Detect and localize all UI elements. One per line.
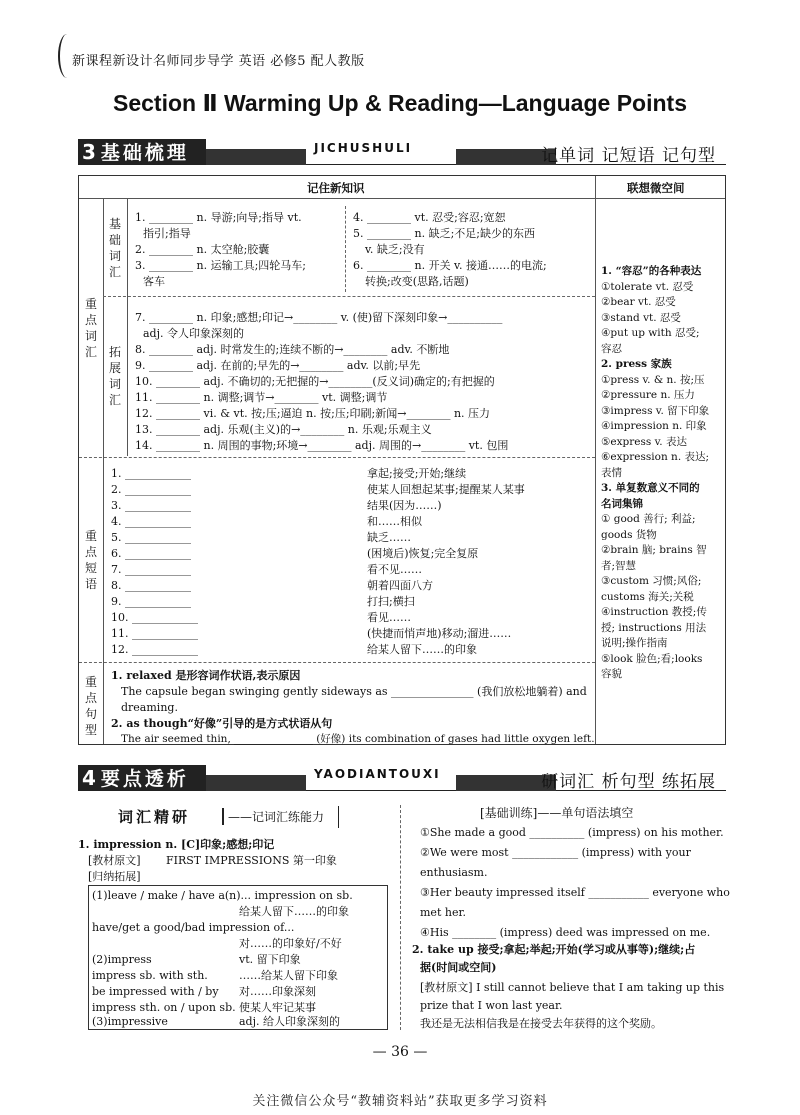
- basic-line: 转换;改变(思路,话题): [365, 275, 469, 288]
- vocab-heading: 词汇精研: [118, 808, 191, 826]
- association-line: ②pressure n. 压力: [601, 389, 695, 401]
- group-label-sentences: 重点句型: [84, 675, 97, 737]
- section4-slogan: 研词汇 析句型 练拓展: [541, 772, 716, 792]
- expand-line: impress sth. on / upon sb.: [92, 1001, 236, 1014]
- sentence-line: dreaming.: [121, 701, 178, 714]
- group-label-basic: 基础词汇: [108, 217, 121, 279]
- vocab-heading-sub-text: 记词汇练能力: [252, 810, 325, 824]
- vocab-heading-sub: ——记词汇练能力: [222, 808, 324, 825]
- expand-line: ……给某人留下印象: [239, 969, 338, 982]
- association-line: 者;智慧: [601, 559, 637, 572]
- association-line: 授; instructions 用法: [601, 621, 707, 634]
- association-line: 名词集锦: [601, 497, 643, 510]
- phrase-meaning: (困境后)恢复;完全复原: [367, 547, 479, 560]
- running-header: 新课程新设计名师同步导学 英语 必修5 配人教版: [72, 54, 365, 69]
- phrase-blank: 9. ____________: [111, 595, 191, 608]
- col-header-right: 联想微空间: [627, 181, 685, 195]
- row-divider: [103, 296, 595, 297]
- association-line: ①tolerate vt. 忍受: [601, 280, 694, 293]
- sentence-line: The capsule began swinging gently sideways as _______________ (我们放松地躺着) and: [121, 685, 587, 698]
- sentence-line: 2. as though“好像”引导的是方式状语从句: [111, 717, 333, 730]
- expand-line: 对……的印象好/不好: [239, 937, 342, 950]
- extend-line: 14. ________ n. 周围的事物;环境→________ adj. 周围的→________ vt. 包围: [135, 439, 509, 452]
- section4-pinyin: YAODIANTOUXI: [314, 767, 441, 781]
- group-label-phrases: 重点短语: [84, 529, 97, 591]
- col-divider: [127, 198, 128, 456]
- association-line: 3. 单复数意义不同的: [601, 482, 700, 494]
- expand-line: 对……印象深刻: [239, 985, 316, 998]
- phrase-meaning: 缺乏……: [367, 531, 411, 544]
- knowledge-table: [78, 175, 726, 745]
- expand-line: impress sb. with sth.: [92, 969, 208, 982]
- phrase-blank: 12. ____________: [111, 643, 198, 656]
- basic-line: 6. ________ n. 开关 v. 接通……的电流;: [353, 259, 547, 272]
- phrase-blank: 8. ____________: [111, 579, 191, 592]
- extend-line: 11. ________ n. 调整;调节→________ vt. 调整;调节: [135, 391, 388, 404]
- expand-line: have/get a good/bad impression of...: [92, 921, 295, 934]
- expand-line: (3)impressive: [92, 1015, 168, 1028]
- extend-line: 7. ________ n. 印象;感想;印记→________ v. (使)留下深刻印象→__________: [135, 311, 503, 324]
- expand-line: adj. 给人印象深刻的: [239, 1015, 341, 1028]
- association-line: ④instruction 教授;传: [601, 606, 707, 618]
- section3-name: 基础梳理: [100, 142, 189, 164]
- extend-line: 12. ________ vi. & vt. 按;压;逼迫 n. 按;压;印刷;新闻→________ n. 压力: [135, 407, 491, 420]
- basic-line: 1. ________ n. 导游;向导;指导 vt.: [135, 211, 302, 224]
- practice-line: 我还是无法相信我是在接受去年获得的这个奖励。: [420, 1017, 662, 1030]
- association-line: 容忍: [601, 342, 622, 355]
- basic-line: 3. ________ n. 运输工具;四轮马车;: [135, 259, 306, 272]
- practice-line: prize that I won last year.: [420, 999, 563, 1012]
- phrase-meaning: 和……相似: [367, 515, 422, 528]
- basic-line: 4. ________ vt. 忍受;容忍;宽恕: [353, 211, 506, 224]
- association-line: ⑤express v. 表达: [601, 435, 687, 448]
- association-line: 表情: [601, 466, 622, 479]
- practice-line: 2. take up 接受;拿起;举起;开始(学习或从事等);继续;占: [412, 943, 696, 956]
- practice-line: met her.: [420, 906, 466, 919]
- page-title: Section Ⅱ Warming Up & Reading—Language Points: [112, 90, 687, 116]
- phrase-blank: 11. ____________: [111, 627, 198, 640]
- section4-number: 4: [82, 766, 99, 790]
- banner-bar: [206, 775, 306, 791]
- association-line: ① good 善行; 利益;: [601, 513, 696, 525]
- practice-line: 据(时间或空间): [420, 961, 497, 974]
- association-line: ⑥expression n. 表达;: [601, 451, 710, 463]
- expand-line: vt. 留下印象: [239, 953, 301, 966]
- practice-line: ③Her beauty impressed itself ___________ everyone who: [420, 886, 730, 899]
- expand-line: (1)leave / make / have a(n)... impression on sb.: [92, 889, 353, 902]
- association-line: ③stand vt. 忍受: [601, 311, 681, 324]
- association-line: 2. press 家族: [601, 358, 672, 370]
- phrase-blank: 2. ____________: [111, 483, 191, 496]
- basic-line: 客车: [143, 275, 165, 288]
- practice-line: ④His ________ (impress) deed was impressed on me.: [420, 926, 711, 939]
- source-text: FIRST IMPRESSIONS 第一印象: [166, 854, 337, 867]
- extend-line: adj. 令人印象深刻的: [143, 327, 245, 340]
- phrase-meaning: (快捷而悄声地)移动;溜进……: [367, 627, 512, 640]
- expand-line: 使某人牢记某事: [239, 1001, 316, 1014]
- basic-line: 2. ________ n. 太空舱;胶囊: [135, 243, 270, 256]
- association-line: ①press v. & n. 按;压: [601, 373, 705, 386]
- section3-label: [78, 139, 206, 165]
- basic-line: v. 缺乏;没有: [365, 243, 425, 256]
- section4-banner: [78, 765, 726, 791]
- expand-line: be impressed with / by: [92, 985, 219, 998]
- phrase-blank: 1. ____________: [111, 467, 191, 480]
- expand-line: (2)impress: [92, 953, 152, 966]
- banner-bar: [206, 149, 306, 165]
- practice-line: enthusiasm.: [420, 866, 488, 879]
- section3-number: 3: [82, 140, 99, 164]
- column-divider: [400, 805, 401, 1030]
- section3-banner: [78, 139, 726, 165]
- vocab-item-1: 1. impression n. [C]印象;感想;印记: [78, 838, 275, 851]
- association-line: ②bear vt. 忍受: [601, 296, 676, 308]
- expand-box: [88, 885, 388, 1030]
- heading-bar: [338, 806, 339, 828]
- col-header-left: 记住新知识: [307, 181, 365, 195]
- phrase-blank: 7. ____________: [111, 563, 191, 576]
- row-divider: [79, 662, 595, 663]
- phrase-meaning: 朝着四面八方: [367, 579, 433, 592]
- phrase-meaning: 看不见……: [367, 563, 422, 576]
- practice-line: ①She made a good __________ (impress) on his mother.: [420, 826, 724, 839]
- association-line: ④impression n. 印象: [601, 420, 707, 432]
- association-line: 容貌: [601, 668, 622, 680]
- association-line: ④put up with 忍受;: [601, 327, 700, 339]
- section4-label: [78, 765, 206, 791]
- phrase-blank: 4. ____________: [111, 515, 191, 528]
- phrase-blank: 3. ____________: [111, 499, 191, 512]
- phrase-blank: 10. ____________: [111, 611, 198, 624]
- association-line: ②brain 脑; brains 智: [601, 544, 707, 556]
- col-divider: [345, 206, 346, 292]
- expand-line: 给某人留下……的印象: [239, 905, 349, 918]
- phrase-meaning: 看见……: [367, 611, 411, 624]
- association-line: ⑤look 脸色;看;looks: [601, 652, 703, 665]
- association-line: 1. “容忍”的各种表达: [601, 265, 702, 277]
- phrase-blank: 6. ____________: [111, 547, 191, 560]
- practice-line: ②We were most ____________ (impress) with your: [420, 846, 691, 859]
- phrase-blank: 5. ____________: [111, 531, 191, 544]
- group-label-extend: 拓展词汇: [108, 345, 121, 407]
- extend-line: 10. ________ adj. 不确切的;无把握的→________(反义词)确定的;有把握的: [135, 375, 495, 388]
- footer-note: 关注微信公众号“教辅资料站”获取更多学习资料: [252, 1094, 548, 1109]
- association-line: ③custom 习惯;风俗;: [601, 575, 702, 587]
- row-divider: [79, 457, 595, 458]
- extend-line: 8. ________ adj. 时常发生的;连续不断的→________ adv. 不断地: [135, 343, 450, 356]
- association-line: goods 货物: [601, 528, 657, 541]
- association-line: customs 海关;关税: [601, 590, 694, 603]
- phrase-meaning: 打扫;横扫: [367, 595, 415, 608]
- page-number: — 36 —: [372, 1044, 428, 1060]
- group-label-vocab: 重点词汇: [84, 297, 97, 359]
- basic-line: 5. ________ n. 缺乏;不足;缺少的东西: [353, 227, 535, 240]
- sentence-line: The air seemed thin, _______________ (好像) its combination of gases had little oxygen left.: [121, 733, 595, 745]
- association-column: [601, 264, 723, 683]
- col-divider: [595, 176, 596, 744]
- practice-line: [教材原文] I still cannot believe that I am taking up this: [420, 981, 725, 994]
- phrase-meaning: 拿起;接受;开始;继续: [367, 467, 467, 480]
- extend-line: 13. ________ adj. 乐观(主义)的→________ n. 乐观;乐观主义: [135, 423, 432, 436]
- phrase-meaning: 使某人回想起某事;提醒某人某事: [367, 483, 525, 496]
- sentence-line: 1. relaxed 是形容词作状语,表示原因: [111, 669, 301, 682]
- section3-pinyin: JICHUSHULI: [314, 141, 413, 155]
- practice-heading: [基础训练]——单句语法填空: [480, 806, 634, 820]
- section3-slogan: 记单词 记短语 记句型: [541, 146, 716, 166]
- phrase-meaning: 给某人留下……的印象: [367, 643, 477, 656]
- source-label: [教材原文]: [88, 854, 141, 867]
- phrase-meaning: 结果(因为……): [367, 499, 442, 512]
- extend-line: 9. ________ adj. 在前的;早先的→________ adv. 以前;早先: [135, 359, 421, 372]
- basic-line: 指引;指导: [143, 227, 191, 240]
- section4-name: 要点透析: [100, 768, 189, 790]
- expand-label: [归纳拓展]: [88, 870, 141, 883]
- row-divider: [79, 198, 725, 199]
- association-line: 说明;操作指南: [601, 637, 668, 649]
- association-line: ③impress v. 留下印象: [601, 404, 710, 417]
